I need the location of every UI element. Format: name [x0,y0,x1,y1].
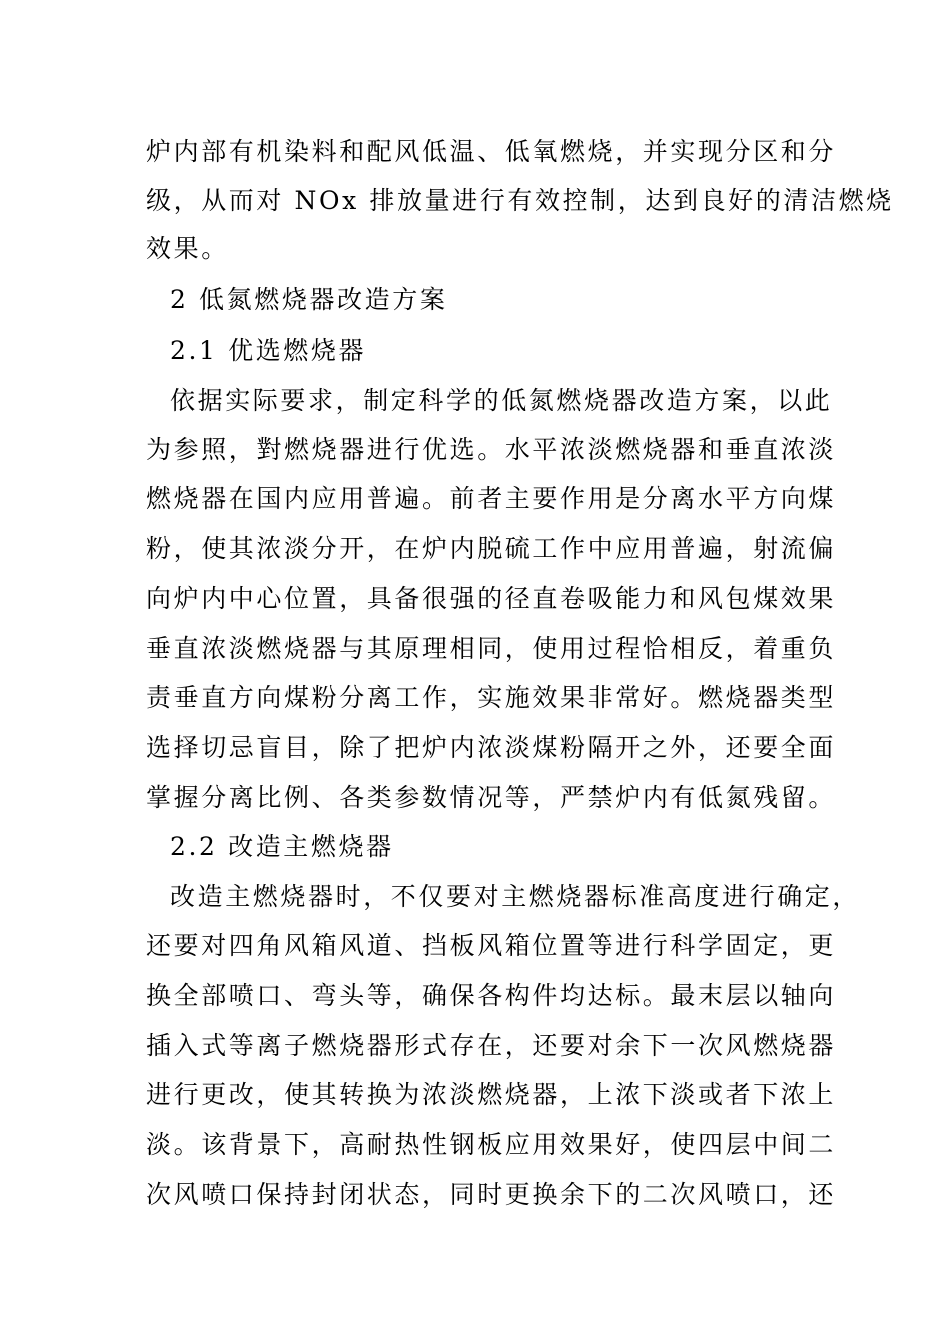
subsection-2-line-1: 改造主燃烧器时，不仅要对主燃烧器标准高度进行确定， [170,882,861,911]
subsection-1-line-9: 掌握分离比例、各类参数情况等，严禁炉内有低氮残留。 [146,783,837,812]
subsection-1-line-1: 依据实际要求，制定科学的低氮燃烧器改造方案，以此 [170,386,833,415]
intro-line-2: 级，从而对 NOx 排放量进行有效控制，达到良好的清洁燃烧 [146,186,894,215]
subsection-2-line-5: 进行更改，使其转换为浓淡燃烧器，上浓下淡或者下浓上 [146,1080,837,1109]
subsection-1-line-3: 燃烧器在国内应用普遍。前者主要作用是分离水平方向煤 [146,484,837,513]
subsection-2-line-2: 还要对四角风箱风道、挡板风箱位置等进行科学固定，更 [146,931,837,960]
subsection-1-heading: 2.1 优选燃烧器 [170,336,367,365]
subsection-1-line-5: 向炉内中心位置，具备很强的径直卷吸能力和风包煤效果 [146,584,837,613]
subsection-2-line-3: 换全部喷口、弯头等，确保各构件均达标。最末层以轴向 [146,981,837,1010]
section-heading: 2 低氮燃烧器改造方案 [170,285,448,314]
intro-line-3: 效果。 [146,234,229,263]
subsection-1-line-4: 粉，使其浓淡分开，在炉内脱硫工作中应用普遍，射流偏 [146,534,837,563]
subsection-1-line-8: 选择切忌盲目，除了把炉内浓淡煤粉隔开之外，还要全面 [146,733,837,762]
subsection-1-line-6: 垂直浓淡燃烧器与其原理相同，使用过程恰相反，着重负 [146,634,837,663]
subsection-1-line-7: 责垂直方向煤粉分离工作，实施效果非常好。燃烧器类型 [146,683,837,712]
subsection-2-line-6: 淡。该背景下，高耐热性钢板应用效果好，使四层中间二 [146,1130,837,1159]
subsection-2-line-7: 次风喷口保持封闭状态，同时更换余下的二次风喷口，还 [146,1180,837,1209]
subsection-2-line-4: 插入式等离子燃烧器形式存在，还要对余下一次风燃烧器 [146,1031,837,1060]
intro-line-1: 炉内部有机染料和配风低温、低氧燃烧，并实现分区和分 [146,137,837,166]
subsection-2-heading: 2.2 改造主燃烧器 [170,832,394,861]
subsection-1-line-2: 为参照，對燃烧器进行优选。水平浓淡燃烧器和垂直浓淡 [146,435,837,464]
